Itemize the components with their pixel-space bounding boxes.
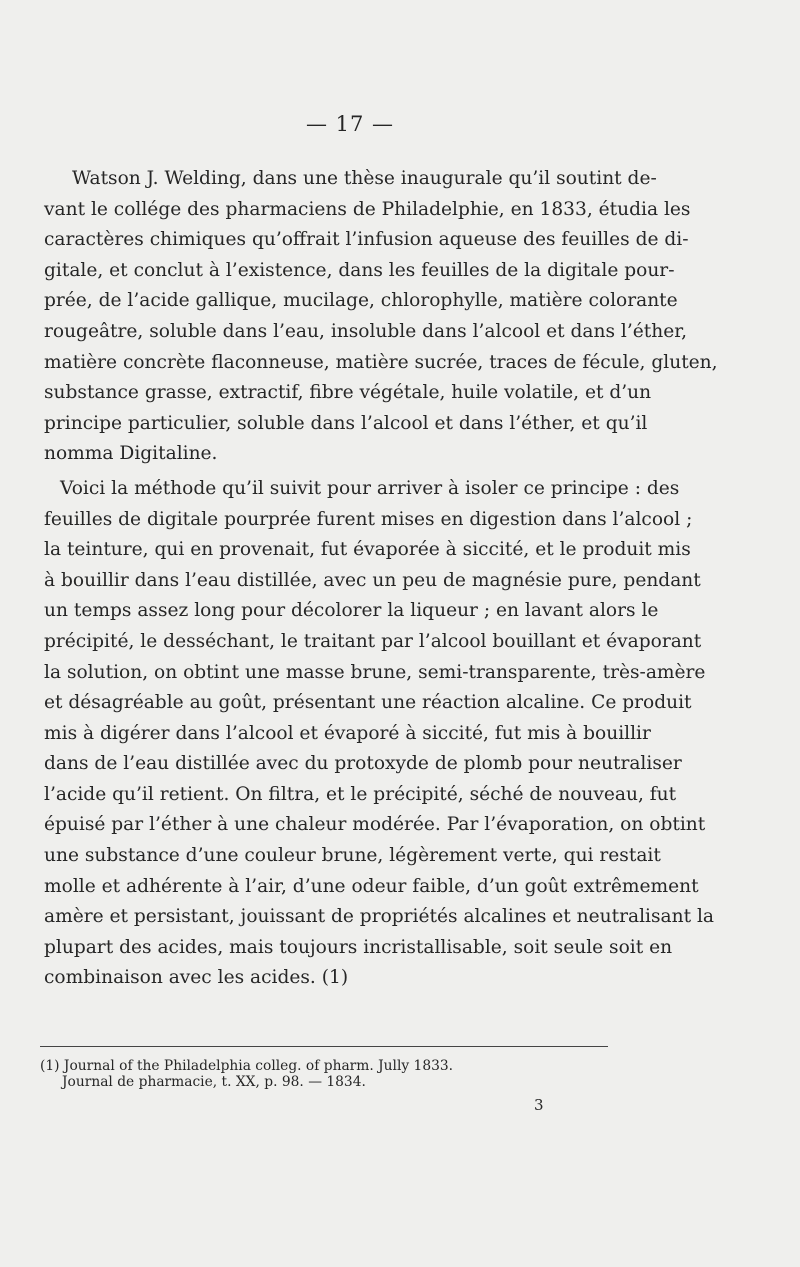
text-line: mis à digérer dans l’alcool et évaporé à siccité, fut mis à bouillir [44, 722, 651, 744]
text-line: Voici la méthode qu’il suivit pour arriver à isoler ce principe : des [60, 477, 680, 499]
text-line: prée, de l’acide gallique, mucilage, chlorophylle, matière colorante [44, 290, 678, 312]
text-line: plupart des acides, mais toujours incristallisable, soit seule soit en [44, 936, 673, 958]
paragraph-2 [44, 474, 714, 994]
text-line: gitale, et conclut à l’existence, dans les feuilles de la digitale pour- [44, 259, 675, 281]
text-line: une substance d’une couleur brune, légèrement verte, qui restait [44, 845, 661, 867]
text-line: Watson J. Welding, dans une thèse inaugurale qu’il soutint de- [72, 168, 657, 189]
text-line: molle et adhérente à l’air, d’une odeur faible, d’un goût extrêmement [44, 875, 699, 897]
text-line: matière concrète flaconneuse, matière sucrée, traces de fécule, gluten, [44, 351, 718, 373]
text-line: un temps assez long pour décolorer la liqueur ; en lavant alors le [44, 600, 659, 622]
text-line: à bouillir dans l’eau distillée, avec un peu de magnésie pure, pendant [44, 569, 701, 591]
text-line: épuisé par l’éther à une chaleur modérée. Par l’évaporation, on obtint [44, 814, 706, 836]
footnote-divider [40, 1046, 608, 1047]
text-line: dans de l’eau distillée avec du protoxyde de plomb pour neutraliser [44, 753, 682, 775]
signature-mark: 3 [534, 1096, 544, 1114]
footnotes [40, 1058, 600, 1090]
text-line: principe particulier, soluble dans l’alcool et dans l’éther, et qu’il [44, 412, 648, 434]
text-line: et désagréable au goût, présentant une réaction alcaline. Ce produit [44, 692, 692, 714]
footnote-line: (1) Journal of the Philadelphia colleg. of pharm. Jully 1833. [40, 1058, 454, 1074]
text-line: amère et persistant, jouissant de propriétés alcalines et neutralisant la [44, 906, 714, 928]
text-line: précipité, le desséchant, le traitant par l’alcool bouillant et évaporant [44, 630, 702, 652]
text-line: substance grasse, extractif, fibre végétale, huile volatile, et d’un [44, 382, 652, 404]
paragraph-1 [44, 164, 718, 470]
text-line: rougeâtre, soluble dans l’eau, insoluble dans l’alcool et dans l’éther, [44, 320, 687, 342]
footnote-line: Journal de pharmacie, t. XX, p. 98. — 1834. [62, 1074, 366, 1090]
text-line: feuilles de digitale pourprée furent mises en digestion dans l’alcool ; [44, 508, 693, 530]
text-line: l’acide qu’il retient. On filtra, et le précipité, séché de nouveau, fut [44, 783, 677, 805]
text-line: combinaison avec les acides. (1) [44, 967, 349, 989]
text-line: nomma Digitaline. [44, 443, 218, 465]
text-line: caractères chimiques qu’offrait l’infusion aqueuse des feuilles de di- [44, 229, 689, 251]
body-text [44, 164, 718, 994]
text-line: la teinture, qui en provenait, fut évaporée à siccité, et le produit mis [44, 539, 691, 561]
text-line: la solution, on obtint une masse brune, semi-transparente, très-amère [44, 661, 706, 683]
text-line: vant le collége des pharmaciens de Philadelphie, en 1833, étudia les [44, 198, 691, 220]
page-number: — 17 — [305, 112, 395, 136]
